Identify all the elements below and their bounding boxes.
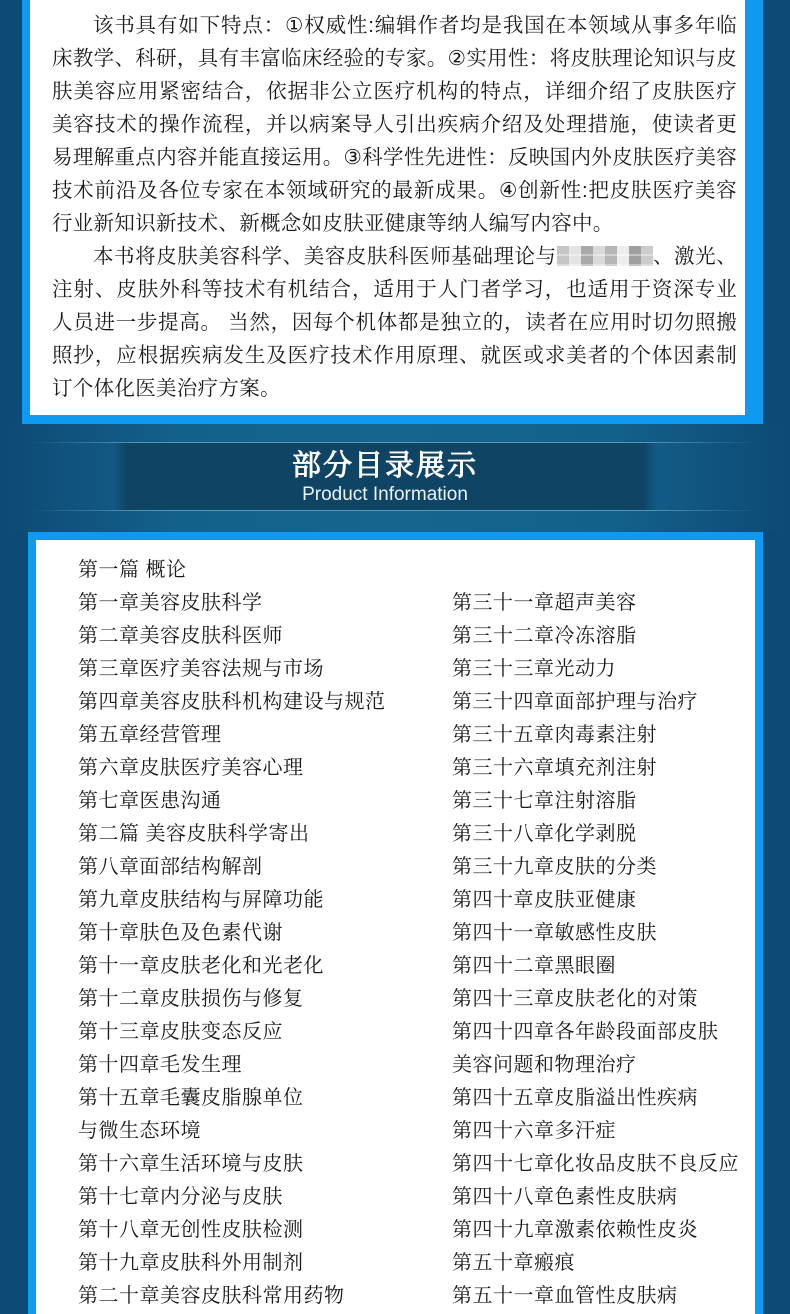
toc-item: 与微生态环境: [78, 1120, 201, 1142]
toc-item: 第二章美容皮肤科医师: [78, 625, 283, 647]
intro-paragraph-2: [52, 240, 737, 405]
toc-item: 第三十五章肉毒素注射: [452, 724, 657, 746]
section-header-band: [113, 443, 657, 510]
toc-item: 第一章美容皮肤科学: [78, 592, 263, 614]
toc-item: 第十五章毛囊皮脂腺单位: [78, 1087, 304, 1109]
toc-item: 第四十三章皮肤老化的对策: [452, 988, 698, 1010]
toc-item: 第四十章皮肤亚健康: [452, 889, 637, 911]
toc-item: 第三十三章光动力: [452, 658, 616, 680]
section-divider: [0, 424, 790, 532]
toc-right-column: [452, 587, 752, 1314]
toc-item: 第四十六章多汗症: [452, 1120, 616, 1142]
toc-item: 第九章皮肤结构与屏障功能: [78, 889, 324, 911]
toc-item: 第十三章皮肤变态反应: [78, 1021, 283, 1043]
toc-item: 第十九章皮肤科外用制剂: [78, 1252, 304, 1274]
toc-item: 第三十四章面部护理与治疗: [452, 691, 698, 713]
toc-item: 第十一章皮肤老化和光老化: [78, 955, 324, 977]
toc-item: 美容问题和物理治疗: [452, 1054, 637, 1076]
toc-item: 第三十九章皮肤的分类: [452, 856, 657, 878]
toc-item: 第十八章无创性皮肤检测: [78, 1219, 304, 1241]
intro-paragraph-1: 该书具有如下特点：①权威性:编辑作者均是我国在本领域从事多年临床教学、科研，具有丰富临床经验的专家。②实用性：将皮肤理论知识与皮肤美容应用紧密结合，依据非公立医疗机构的特点，详细介绍了皮肤医疗美容技术的操作流程，并以病案导人引出疾病介绍及处理措施，使读者更易理解重点内容并能直接运用。③科学性先进性：反映国内外皮肤医疗美容技术前沿及各位专家在本领域研究的最新成果。④创新性:把皮肤医疗美容行业新知识新技术、新概念如皮肤亚健康等纳人编写内容中。: [52, 14, 737, 235]
toc-item: 第四十五章皮脂溢出性疾病: [452, 1087, 698, 1109]
toc-item: 第十六章生活环境与皮肤: [78, 1153, 304, 1175]
toc-item: 第七章医患沟通: [78, 790, 222, 812]
toc-item: 第三十一章超声美容: [452, 592, 637, 614]
toc-item: 第五章经营管理: [78, 724, 222, 746]
divider-highlight-line-bottom: [30, 510, 760, 511]
toc-item: 第三十八章化学剥脱: [452, 823, 637, 845]
toc-item: 第三十二章冷冻溶脂: [452, 625, 637, 647]
toc-item: 第十四章毛发生理: [78, 1054, 242, 1076]
censored-mosaic-block: [557, 246, 653, 266]
toc-item: 第三十六章填充剂注射: [452, 757, 657, 779]
section-subtitle: Product Information: [302, 484, 468, 505]
toc-item: 第四十二章黑眼圈: [452, 955, 616, 977]
toc-item: 第八章面部结构解剖: [78, 856, 263, 878]
section-title: 部分目录展示: [291, 450, 478, 482]
toc-item: 第四十七章化妆品皮肤不良反应: [452, 1153, 739, 1175]
toc-item: 第十章肤色及色素代谢: [78, 922, 283, 944]
toc-item: 第二篇 美容皮肤科学寄出: [78, 823, 310, 845]
toc-panel: [28, 532, 763, 1314]
toc-item: 第六章皮肤医疗美容心理: [78, 757, 304, 779]
intro-paragraph-2-before: 本书将皮肤美容科学、美容皮肤科医师基础理论与: [93, 245, 557, 268]
intro-paragraph-2-after: 、激光、注射、皮肤外科等技术有机结合，适用于人门者学习，也适用于资深专业人员进一步提高。 当然，因每个机体都是独立的，读者在应用时切勿照搬照抄，应根据疾病发生及医疗技术作用原理、就医或求美者的个体因素制订个体化医美治疗方案。: [52, 245, 737, 400]
toc-item: 第四十四章各年龄段面部皮肤: [452, 1021, 719, 1043]
toc-item: 第四十八章色素性皮肤病: [452, 1186, 678, 1208]
toc-item: 第十七章内分泌与皮肤: [78, 1186, 283, 1208]
toc-item: 第五十一章血管性皮肤病: [452, 1285, 678, 1307]
intro-panel: [22, 0, 763, 424]
toc-item: 第四十一章敏感性皮肤: [452, 922, 657, 944]
toc-item: 第一篇 概论: [78, 559, 187, 581]
toc-item: 第三十七章注射溶脂: [452, 790, 637, 812]
toc-item: 第五十章瘢痕: [452, 1252, 575, 1274]
toc-left-column: [78, 554, 452, 1314]
toc-item: 第十二章皮肤损伤与修复: [78, 988, 304, 1010]
toc-item: 第二十章美容皮肤科常用药物: [78, 1285, 345, 1307]
toc-item: 第四章美容皮肤科机构建设与规范: [78, 691, 386, 713]
toc-item: 第四十九章激素依赖性皮炎: [452, 1219, 698, 1241]
toc-item: 第三章医疗美容法规与市场: [78, 658, 324, 680]
